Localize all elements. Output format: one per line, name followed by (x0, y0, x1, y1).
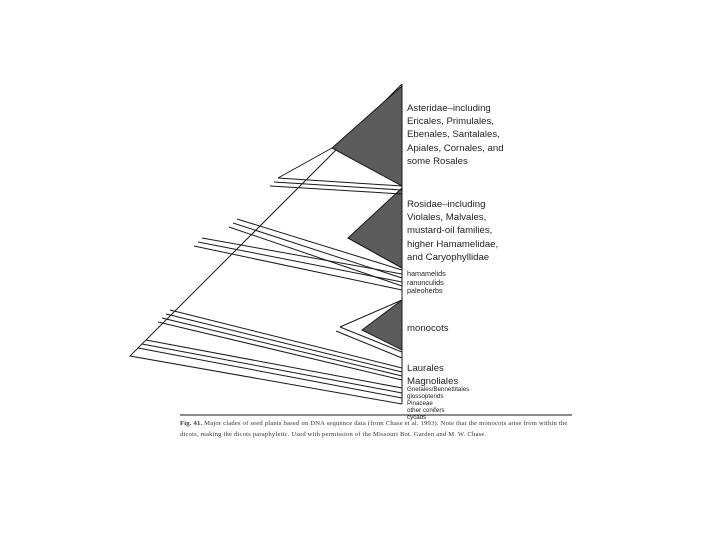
label-lower-dicots (407, 270, 446, 296)
label-line: cycads (407, 414, 427, 421)
label-line: Rosidae–including (407, 199, 486, 210)
label-line: glossopterids (407, 393, 444, 400)
branch-asteridae-base (278, 178, 402, 186)
label-line: other conifers (407, 407, 445, 414)
branch-magnoliid (170, 310, 402, 368)
label-line: Magnoliales (407, 376, 459, 388)
label-line: hamamelids (407, 269, 446, 278)
figure-caption (180, 419, 575, 440)
label-line: Laurales (407, 363, 444, 374)
label-line: monocots (407, 323, 449, 334)
label-line: Violales, Malvales, (407, 212, 487, 224)
label-line: Ebenales, Santalales, (407, 129, 500, 141)
label-line: ranunculids (407, 277, 444, 287)
asteridae-wedge (332, 86, 402, 186)
label-line: and Caryophyllidae (407, 251, 490, 263)
label-line: Pinaceae (407, 400, 433, 407)
label-line: Ericales, Primulales, (407, 116, 494, 128)
label-asteridae (407, 102, 504, 168)
label-line: Asteridae–including (407, 103, 491, 114)
monocot-wedge (362, 300, 402, 350)
branch-outgroups (146, 340, 402, 388)
label-line: mustard-oil families, (407, 225, 493, 237)
label-line: some Rosales (407, 155, 468, 167)
label-rosidae (407, 198, 498, 264)
figure-number: Fig. 41. (180, 420, 203, 427)
label-outgroups (407, 386, 469, 421)
label-magnoliid (407, 362, 458, 388)
label-line: paleoherbs (407, 286, 443, 296)
label-monocots (407, 322, 449, 335)
label-line: Gnetales/Bennettitales (407, 386, 470, 393)
label-line: Apiales, Cornales, and (407, 142, 504, 154)
label-line: higher Hamamelidae, (407, 238, 499, 250)
caption-text: Major clades of seed plants based on DNA sequence data (from Chase et al. 1993). Note that the monocots arise from within the dicots, making the dicots paraphyletic. Used with permission of the Missouri Bot. Garden and M. W. Chase. (180, 420, 568, 438)
